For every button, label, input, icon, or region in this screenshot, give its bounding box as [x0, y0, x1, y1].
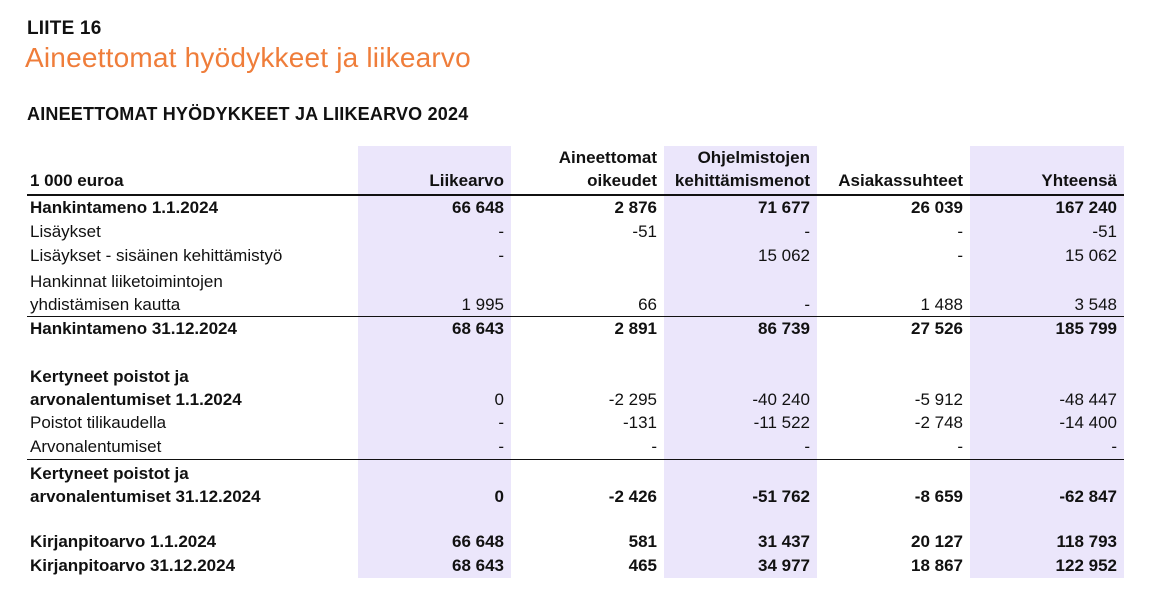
table-row [27, 220, 1124, 244]
cell: 66 [511, 268, 664, 317]
col-header-total: Yhteensä [970, 146, 1124, 195]
table-row [27, 435, 1124, 460]
cell: - [957, 222, 963, 241]
cell: -5 912 [914, 390, 963, 409]
col-header-intangible-rights: Aineettomat oikeudet [511, 146, 664, 195]
cell: - [664, 435, 817, 460]
cell: - [358, 244, 511, 268]
row-label: Kertyneet poistot ja arvonalentumiset 1.1.2024 [30, 367, 242, 409]
row-label: Lisäykset - sisäinen kehittämistyö [30, 246, 283, 265]
cell: -51 [970, 220, 1124, 244]
table-row [27, 554, 1124, 578]
cell: 15 062 [664, 244, 817, 268]
cell: 27 526 [911, 319, 963, 338]
cell: -40 240 [664, 363, 817, 411]
cell: 1 488 [817, 268, 970, 317]
cell: 1 995 [358, 268, 511, 317]
cell: -51 [632, 222, 657, 241]
cell: 0 [358, 363, 511, 411]
col-header-customer-relationships: Asiakassuhteet [817, 146, 970, 195]
row-label: Kirjanpitoarvo 31.12.2024 [30, 556, 236, 575]
note-title: Aineettomat hyödykkeet ja liikearvo [25, 42, 471, 73]
cell: 68 643 [358, 554, 511, 578]
col-header-goodwill: Liikearvo [358, 146, 511, 195]
cell: 71 677 [664, 195, 817, 220]
cell: -62 847 [970, 460, 1124, 509]
cell: -2 295 [608, 390, 657, 409]
table-row [27, 244, 1124, 268]
cell: 185 799 [970, 317, 1124, 342]
cell: 581 [628, 532, 657, 551]
cell: - [970, 435, 1124, 460]
cell: -2 426 [608, 487, 657, 506]
cell: 2 891 [614, 319, 657, 338]
cell: -131 [622, 413, 657, 432]
col-header-software-development: Ohjelmistojen kehittämismenot [664, 146, 817, 195]
cell: 0 [358, 460, 511, 509]
cell: -48 447 [970, 363, 1124, 411]
cell: 66 648 [358, 195, 511, 220]
section-title: AINEETTOMAT HYÖDYKKEET JA LIIKEARVO 2024 [27, 104, 469, 124]
cell: - [511, 435, 664, 460]
cell: -2 748 [914, 413, 963, 432]
cell: 167 240 [970, 195, 1124, 220]
table-row [27, 268, 1124, 317]
row-label: Hankintameno 1.1.2024 [30, 198, 219, 217]
cell: -51 762 [664, 460, 817, 509]
cell: 18 867 [911, 556, 963, 575]
row-label: Lisäykset [30, 222, 101, 241]
intangible-assets-table [27, 146, 1124, 578]
row-label: Poistot tilikaudella [30, 413, 167, 432]
table-row [27, 460, 1124, 509]
cell: -11 522 [664, 411, 817, 435]
row-label: Kirjanpitoarvo 1.1.2024 [30, 532, 217, 551]
cell: 26 039 [911, 198, 963, 217]
cell: -8 659 [914, 487, 963, 506]
cell: - [358, 435, 511, 460]
cell: - [358, 411, 511, 435]
cell: 68 643 [358, 317, 511, 342]
cell: - [957, 246, 963, 265]
cell: 3 548 [970, 268, 1124, 317]
table-header [27, 146, 1124, 195]
cell: - [358, 220, 511, 244]
spacer-row [27, 341, 1124, 363]
table-row [27, 363, 1124, 411]
cell: - [817, 435, 970, 460]
row-label: Arvonalentumiset [27, 435, 358, 460]
table-row [27, 530, 1124, 554]
cell: - [664, 220, 817, 244]
cell: -14 400 [970, 411, 1124, 435]
cell: 66 648 [358, 530, 511, 554]
spacer-row [27, 508, 1124, 530]
note-label: LIITE 16 [27, 18, 102, 39]
cell: - [664, 268, 817, 317]
cell: 465 [628, 556, 657, 575]
cell: 118 793 [970, 530, 1124, 554]
unit-label: 1 000 euroa [27, 146, 358, 195]
cell: 34 977 [664, 554, 817, 578]
cell: 86 739 [664, 317, 817, 342]
row-label: Kertyneet poistot ja arvonalentumiset 31.12.2024 [30, 464, 261, 506]
row-label: Hankintameno 31.12.2024 [30, 319, 237, 338]
table-row [27, 411, 1124, 435]
row-label: Hankinnat liiketoimintojen yhdistämisen kautta [27, 268, 358, 317]
cell: 20 127 [911, 532, 963, 551]
cell: 31 437 [664, 530, 817, 554]
cell: 2 876 [614, 198, 657, 217]
cell [511, 244, 664, 268]
cell: 122 952 [970, 554, 1124, 578]
cell: 15 062 [970, 244, 1124, 268]
table-row [27, 317, 1124, 342]
table-row [27, 195, 1124, 220]
